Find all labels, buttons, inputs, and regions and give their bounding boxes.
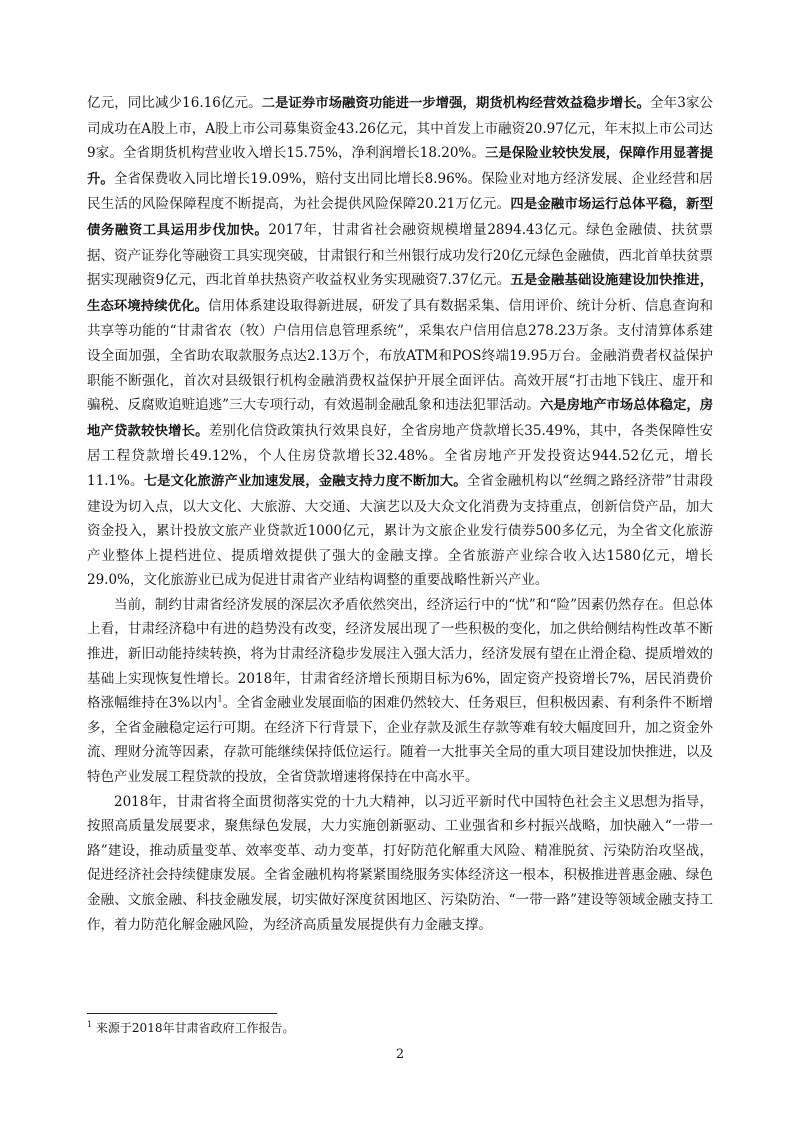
heading-securities: 二是证券市场融资功能进一步增强，期货机构经营效益稳步增长。	[261, 96, 651, 111]
paragraph-2018-plan: 2018年，甘肃省将全面贯彻落实党的十九大精神，以习近平新时代中国特色社会主义思想为指导，按照高质量发展要求，聚焦绿色发展，大力实施创新驱动、工业强省和乡村振兴战略，加快融入“一带一路”建设，推动质量变革、效率变革、动力变革，打好防范化解重大风险、精准脱贫、污染防治攻坚战，促进经济社会持续健康发展。全省金融机构将紧紧围绕服务实体经济这一根本，积极推进普惠金融、绿色金融、文旅金融、科技金融发展，切实做好深度贫困地区、污染防治、“一带一路”建设等领域金融支持工作，着力防范化解金融风险，为经济高质量发展提供有力金融支撑。	[87, 793, 713, 933]
heading-infrastructure: 五是金融基础设施建设加快推进，生态环境持续优化。	[87, 273, 713, 314]
page-number: 2	[395, 1047, 405, 1062]
footnote-reference[interactable]: 1	[217, 694, 223, 704]
heading-culture-tourism: 七是文化旅游产业加速发展，金融支持力度不断加大。	[143, 473, 467, 489]
heading-real-estate: 六是房地产市场总体稳定，房地产贷款较快增长。	[87, 398, 714, 439]
heading-insurance: 三是保险业较快发展，保障作用显著提升。	[87, 146, 713, 187]
body-text	[87, 91, 713, 937]
paragraph-financial-review: 亿元，同比减少16.16亿元。二是证券市场融资功能进一步增强，期货机构经营效益稳步增长。全年3家公司成功在A股上市，A股上市公司募集资金43.26亿元，其中首发上市融资20.97亿元，年末拟上市公司达9家。全省期货机构营业收入增长15.75%，净利润增长18.20%。三是保险业较快发展，保障作用显著提升。全省保费收入同比增长19.09%，赔付支出同比增长8.96%。保险业对地方经济发展、企业经营和居民生活的风险保障程度不断提高，为社会提供风险保障20.21万亿元。四是金融市场运行总体平稳，新型债务融资工具运用步伐加快。2017年，甘肃省社会融资规模增量2894.43亿元。绿色金融债、扶贫票据、资产证券化等融资工具实现突破，甘肃银行和兰州银行成功发行20亿元绿色金融债，西北首单扶贫票据实现融资9亿元，西北首单扶热资产收益权业务实现融资7.37亿元。五是金融基础设施建设加快推进，生态环境持续优化。信用体系建设取得新进展，研发了具有数据采集、信用评价、统计分析、信息查询和共享等功能的“甘肃省农（牧）户信用信息管理系统”，采集农户信用信息278.23万条。支付清算体系建设全面加强，全省助农取款服务点达2.13万个，布放ATM和POS终端19.95万台。金融消费者权益保护职能不断强化，首次对县级银行机构金融消费权益保护开展全面评估。高效开展“打击地下钱庄、虚开和骗税、反腐败追赃追逃”三大专项行动，有效遏制金融乱象和违法犯罪活动。六是房地产市场总体稳定，房地产贷款较快增长。差别化信贷政策执行效果良好，全省房地产贷款增长35.49%，其中，各类保障性安居工程贷款增长49.12%，个人住房贷款增长32.48%。全省房地产开发投资达944.52亿元，增长11.1%。七是文化旅游产业加速发展，金融支持力度不断加大。全省金融机构以“丝绸之路经济带”甘肃段建设为切入点，以大文化、大旅游、大交通、大演艺以及大众文化消费为支持重点，创新信贷产品，加大资金投入，累计投放文旅产业贷款近1000亿元，累计为文旅企业发行债券500多亿元，为全省文化旅游产业整体上提档进位、提质增效提供了强大的金融支撑。全省旅游产业综合收入达1580亿元，增长29.0%，文化旅游业已成为促进甘肃省产业结构调整的重要战略性新兴产业。	[87, 95, 714, 589]
footnote-text: 来源于2018年甘肃省政府工作报告。	[95, 1021, 295, 1035]
footnote-mark: 1	[87, 1020, 93, 1029]
paragraph-outlook: 当前，制约甘肃省经济发展的深层次矛盾依然突出，经济运行中的“忧”和“险”因素仍然存在。但总体上看，甘肃经济稳中有进的趋势没有改变，经济发展出现了一些积极的变化，加之供给侧结构性改革不断推进，新旧动能持续转换，将为甘肃经济稳步发展注入强大活力，经济发展有望在止滑企稳、提质增效的基础上实现恢复性增长。2018年，甘肃省经济增长预期目标为6%，固定资产投资增长7%，居民消费价格涨幅维持在3%以内$^1$。全省金融业发展面临的困难仍然较大、任务艰巨，但积极因素、有利条件不断增多，全省金融稳定运行可期。在经济下行背景下，企业存款及派生存款等难有较大幅度回升，加之资金外流、理财分流等因素，存款可能继续保持低位运行。随着一大批事关全局的重大项目建设加快推进，以及特色产业发展工程贷款的投放，全省贷款增速将保持在中高水平。	[87, 596, 713, 786]
footnote	[87, 1020, 713, 1036]
heading-financial-market: 四是金融市场运行总体平稳，新型债务融资工具运用步伐加快。	[87, 197, 714, 238]
footnote-divider	[87, 1013, 277, 1014]
